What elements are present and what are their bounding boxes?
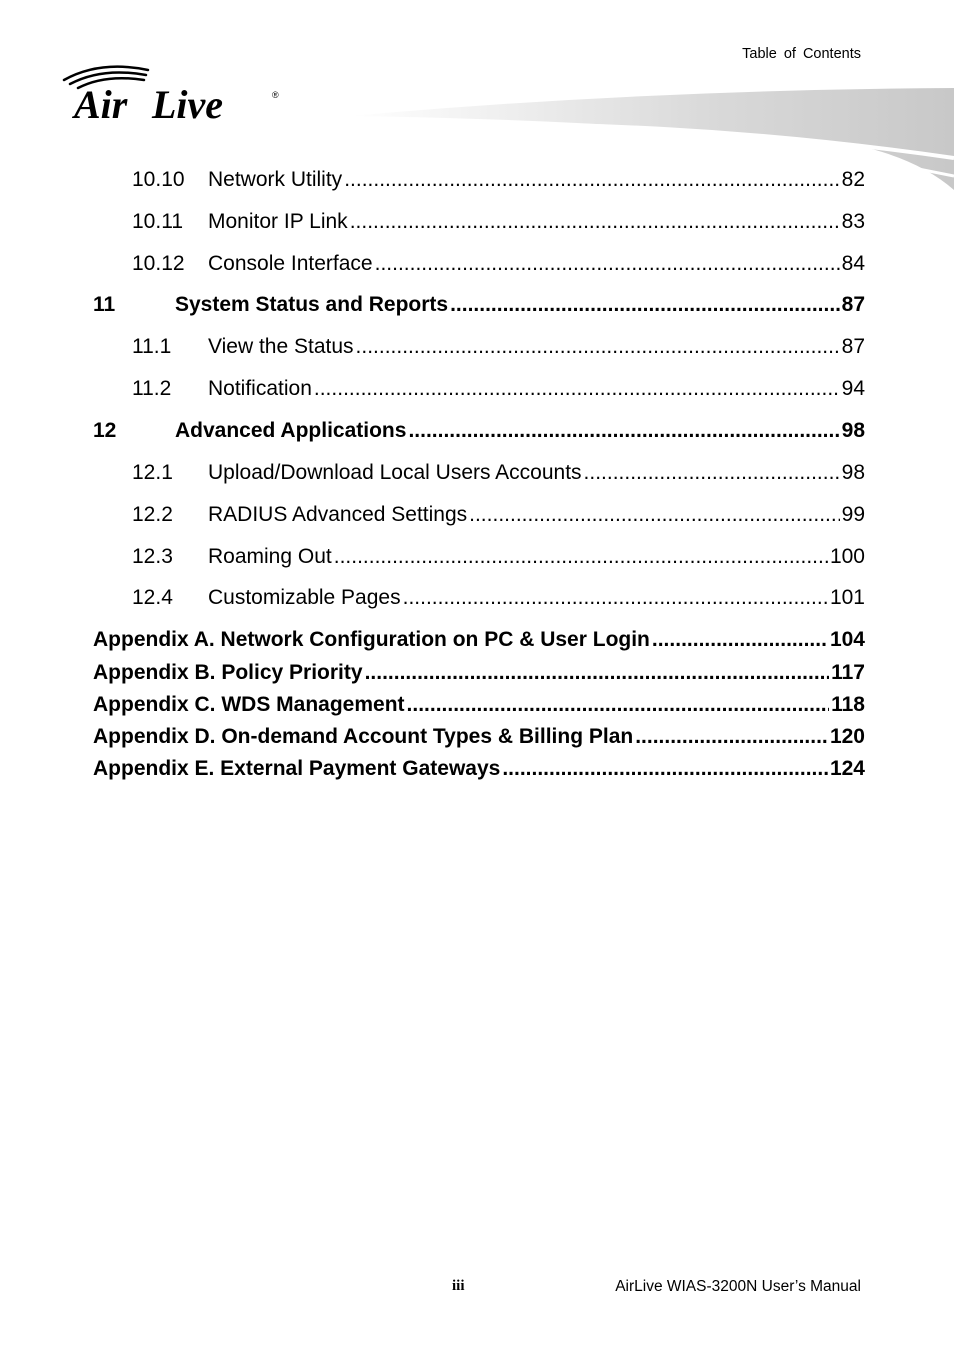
footer-manual-title: AirLive WIAS-3200N User’s Manual (615, 1278, 861, 1295)
toc-leader (334, 545, 828, 569)
toc-page: 82 (841, 168, 865, 191)
toc-title: Customizable Pages (208, 586, 401, 609)
toc-leader (344, 168, 839, 192)
toc-title: System Status and Reports (175, 293, 449, 316)
toc-appendix-entry[interactable] (93, 725, 865, 749)
toc-title: Appendix B. Policy Priority (93, 661, 363, 684)
toc-number: 12 (93, 419, 117, 442)
toc-title: RADIUS Advanced Settings (208, 503, 468, 526)
toc-entry[interactable] (93, 503, 865, 527)
header-section-title: Table of Contents (742, 46, 861, 62)
svg-text:Live: Live (152, 82, 224, 125)
toc-title: Appendix E. External Payment Gateways (93, 757, 501, 780)
svg-text:®: ® (272, 90, 279, 100)
toc-entry[interactable] (93, 586, 865, 610)
toc-entry[interactable] (93, 377, 865, 401)
toc-title: Network Utility (208, 168, 343, 191)
toc-entry[interactable] (93, 461, 865, 485)
toc-title: Appendix C. WDS Management (93, 693, 405, 716)
toc-leader (403, 586, 828, 610)
toc-leader (469, 503, 840, 527)
toc-title: Appendix D. On-demand Account Types & Billing Plan (93, 725, 634, 748)
toc-number: 12.4 (132, 586, 173, 609)
toc-number: 12.1 (132, 461, 173, 484)
toc-appendix-entry[interactable] (93, 693, 865, 717)
toc-number: 10.12 (132, 252, 185, 275)
toc-number: 11.1 (132, 335, 172, 358)
toc-chapter-entry[interactable] (93, 293, 865, 317)
toc-entry[interactable] (93, 545, 865, 569)
toc-leader (584, 461, 840, 485)
toc-leader (635, 725, 828, 749)
toc-title: Notification (208, 377, 312, 400)
toc-page: 117 (831, 661, 865, 684)
toc-number: 12.3 (132, 545, 173, 568)
toc-title: Roaming Out (208, 545, 332, 568)
toc-page: 104 (829, 628, 865, 651)
toc-entry[interactable] (93, 335, 865, 359)
toc-title: Monitor IP Link (208, 210, 348, 233)
toc-number: 11 (93, 293, 116, 316)
airlive-logo (60, 60, 290, 125)
toc-number: 10.10 (132, 168, 185, 191)
toc-leader (450, 293, 840, 317)
toc-page: 83 (841, 210, 865, 233)
toc-number: 12.2 (132, 503, 173, 526)
toc-page: 98 (841, 419, 865, 442)
toc-page: 118 (831, 693, 865, 716)
toc-leader (314, 377, 840, 401)
toc-leader (408, 419, 839, 443)
toc-leader (350, 210, 840, 234)
toc-page: 87 (841, 293, 865, 316)
toc-page: 120 (829, 725, 865, 748)
toc-leader (375, 252, 840, 276)
toc-entry[interactable] (93, 168, 865, 192)
toc-page: 124 (829, 757, 865, 780)
toc-leader (365, 661, 830, 685)
toc-appendix-entry[interactable] (93, 661, 865, 685)
toc-leader (502, 757, 828, 781)
toc-entry[interactable] (93, 252, 865, 276)
toc-number: 10.11 (132, 210, 183, 233)
toc-page: 87 (841, 335, 865, 358)
toc-appendix-entry[interactable] (93, 757, 865, 781)
toc-chapter-entry[interactable] (93, 419, 865, 443)
svg-text:Air: Air (74, 82, 128, 125)
toc-leader (652, 628, 828, 652)
toc-title: Console Interface (208, 252, 373, 275)
toc-title: Advanced Applications (175, 419, 407, 442)
toc-leader (356, 335, 840, 359)
toc-page: 98 (841, 461, 865, 484)
toc-number: 11.2 (132, 377, 172, 400)
toc-page: 94 (841, 377, 865, 400)
toc-title: View the Status (208, 335, 354, 358)
toc-page: 84 (841, 252, 865, 275)
footer-page-number: iii (452, 1278, 465, 1294)
toc-entry[interactable] (93, 210, 865, 234)
toc-page: 100 (829, 545, 865, 568)
toc-leader (407, 693, 830, 717)
toc-appendix-entry[interactable] (93, 628, 865, 652)
toc-page: 99 (841, 503, 865, 526)
toc-title: Upload/Download Local Users Accounts (208, 461, 582, 484)
toc-title: Appendix A. Network Configuration on PC & User Login (93, 628, 650, 651)
toc-page: 101 (829, 586, 865, 609)
